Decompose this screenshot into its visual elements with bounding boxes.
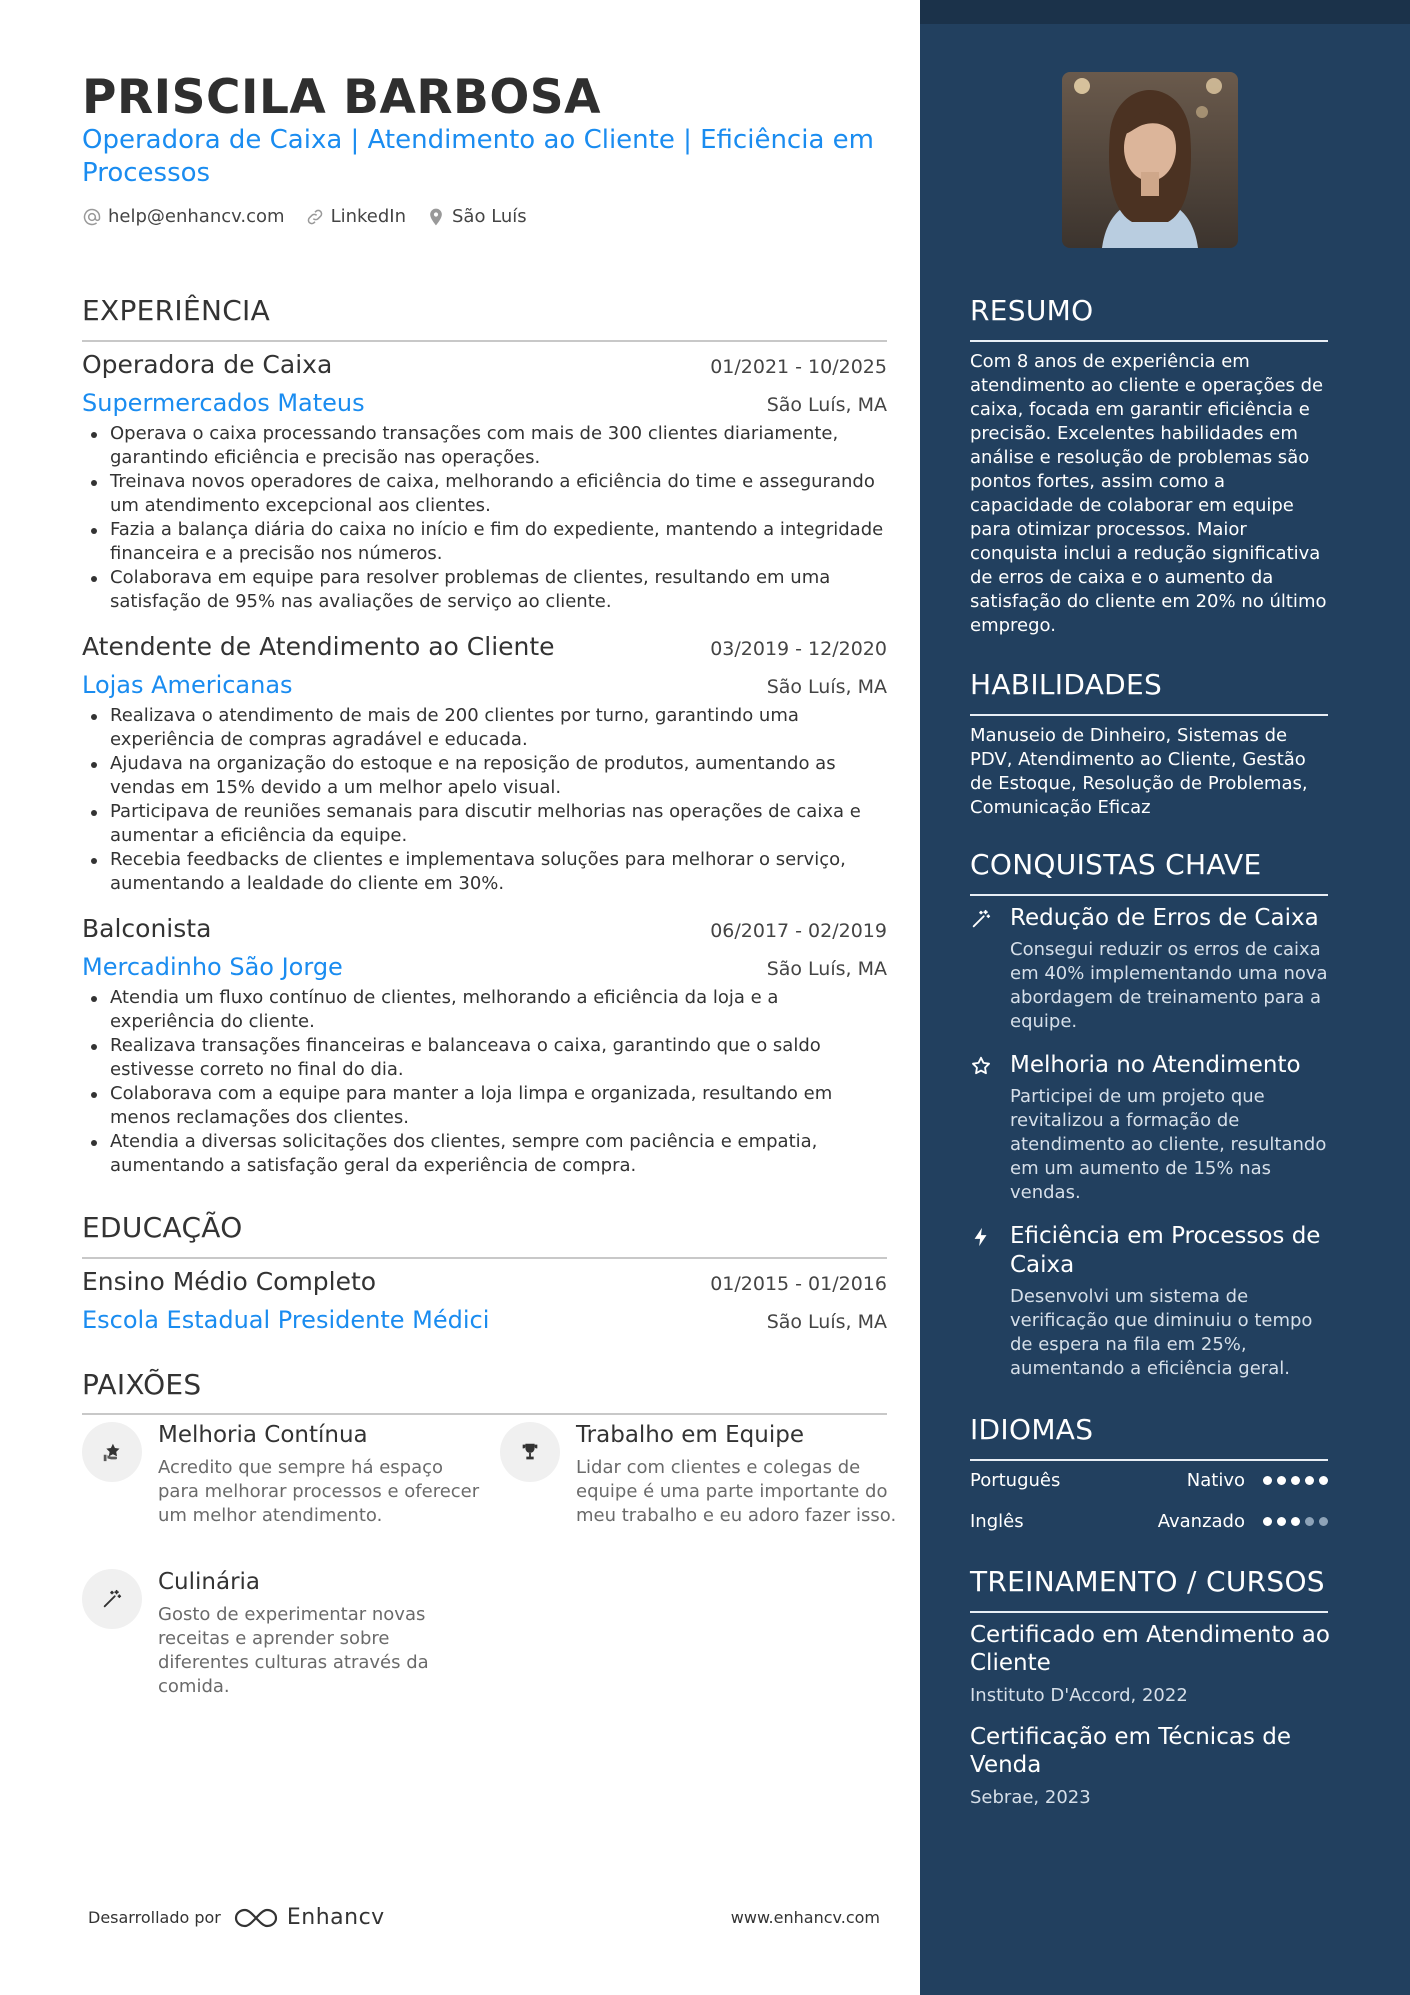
rating-dot-filled (1277, 1517, 1286, 1526)
rating-dot-empty (1305, 1517, 1314, 1526)
job-dates: 01/2021 - 10/2025 (710, 356, 887, 378)
language-rating (1263, 1476, 1328, 1485)
languages-heading: IDIOMAS (970, 1413, 1094, 1446)
language-level: Nativo (1186, 1470, 1245, 1491)
skills-divider (970, 714, 1328, 716)
education-heading: EDUCAÇÃO (82, 1211, 243, 1244)
job-company: Mercadinho São Jorge (82, 953, 343, 981)
rating-dot-filled (1319, 1476, 1328, 1485)
language-name: Inglês (970, 1511, 1024, 1532)
skills-heading: HABILIDADES (970, 668, 1163, 701)
achievement-title: Redução de Erros de Caixa (1010, 905, 1319, 931)
job-location: São Luís, MA (766, 676, 887, 698)
passion-desc: Gosto de experimentar novas receitas e aprender sobre diferentes culturas através da comida. (158, 1604, 429, 1697)
star-hand-icon (101, 1441, 123, 1463)
achievement-item (970, 1222, 1330, 1381)
bullet-item: Participava de reuniões semanais para discutir melhorias nas operações de caixa e aumentar a eficiência da equipe. (82, 800, 887, 848)
location-pin-icon (426, 207, 446, 227)
passion-title: Culinária (158, 1569, 261, 1595)
course-institution: Sebrae, 2023 (970, 1787, 1091, 1808)
course-item (970, 1723, 1330, 1808)
language-row (970, 1511, 1328, 1532)
bullet-item: Operava o caixa processando transações com mais de 300 clientes diariamente, garantindo eficiência e precisão nas operações. (82, 422, 887, 470)
course-institution: Instituto D'Accord, 2022 (970, 1685, 1188, 1706)
infinity-logo-icon (233, 1906, 279, 1930)
passion-item (82, 1569, 482, 1699)
magic-wand-icon (970, 908, 992, 930)
course-item (970, 1621, 1330, 1706)
job-bullets (82, 422, 887, 614)
passion-item (82, 1422, 482, 1528)
passion-item (500, 1422, 900, 1528)
bullet-item: Fazia a balança diária do caixa no início e fim do expediente, mantendo a integridade financeira e a precisão nos números. (82, 518, 887, 566)
course-title: Certificação em Técnicas de Venda (970, 1724, 1291, 1778)
passion-icon-badge (82, 1422, 142, 1482)
education-location: São Luís, MA (766, 1311, 887, 1333)
job-bullets (82, 986, 887, 1178)
experience-divider (82, 340, 887, 342)
bullet-item: Recebia feedbacks de clientes e implementava soluções para melhorar o serviço, aumentando a lealdade do cliente em 30%. (82, 848, 887, 896)
summary-heading: RESUMO (970, 294, 1094, 327)
job-role: Operadora de Caixa (82, 350, 333, 379)
footer (88, 1905, 880, 1930)
achievements-divider (970, 894, 1328, 896)
training-heading: TREINAMENTO / CURSOS (970, 1565, 1325, 1598)
sidebar-top-band (920, 0, 1410, 24)
bullet-item: Atendia um fluxo contínuo de clientes, melhorando a eficiência da loja e a experiência do cliente. (82, 986, 887, 1034)
passion-icon-badge (82, 1569, 142, 1629)
powered-by-label: Desarrollado por (88, 1908, 221, 1927)
summary-divider (970, 340, 1328, 342)
trophy-icon (519, 1441, 541, 1463)
education-dates: 01/2015 - 01/2016 (710, 1273, 887, 1295)
job-entry (82, 914, 887, 1178)
magic-wand-icon (101, 1588, 123, 1610)
location-text: São Luís (452, 206, 527, 227)
experience-heading: EXPERIÊNCIA (82, 294, 271, 327)
contact-location (426, 206, 527, 227)
training-divider (970, 1611, 1328, 1613)
achievement-item (970, 904, 1330, 1034)
achievement-title: Melhoria no Atendimento (1010, 1052, 1301, 1078)
link-icon (305, 207, 325, 227)
education-degree: Ensino Médio Completo (82, 1267, 377, 1296)
footer-url[interactable]: www.enhancv.com (730, 1908, 880, 1927)
passion-title: Melhoria Contínua (158, 1422, 368, 1448)
language-level: Avanzado (1157, 1511, 1245, 1532)
job-location: São Luís, MA (766, 958, 887, 980)
rating-dot-empty (1319, 1517, 1328, 1526)
contact-email[interactable] (82, 206, 285, 227)
job-entry (82, 632, 887, 896)
candidate-title: Operadora de Caixa | Atendimento ao Cliente | Eficiência em Processos (82, 125, 874, 188)
passion-icon-badge (500, 1422, 560, 1482)
skills-text: Manuseio de Dinheiro, Sistemas de PDV, Atendimento ao Cliente, Gestão de Estoque, Resolução de Problemas, Comunicação Eficaz (970, 725, 1308, 818)
rating-dot-filled (1291, 1517, 1300, 1526)
job-company: Supermercados Mateus (82, 389, 365, 417)
bullet-item: Colaborava com a equipe para manter a loja limpa e organizada, resultando em menos reclamações dos clientes. (82, 1082, 887, 1130)
bullet-item: Realizava transações financeiras e balanceava o caixa, garantindo que o saldo estivesse correto no final do dia. (82, 1034, 887, 1082)
language-row (970, 1470, 1328, 1491)
job-dates: 03/2019 - 12/2020 (710, 638, 887, 660)
passion-desc: Lidar com clientes e colegas de equipe é uma parte importante do meu trabalho e eu adoro fazer isso. (576, 1457, 897, 1526)
contact-linkedin[interactable] (305, 206, 406, 227)
rating-dot-filled (1277, 1476, 1286, 1485)
brand-name: Enhancv (286, 1905, 385, 1930)
language-rating (1263, 1517, 1328, 1526)
bullet-item: Realizava o atendimento de mais de 200 clientes por turno, garantindo uma experiência de compras agradável e educada. (82, 704, 887, 752)
bullet-item: Ajudava na organização do estoque e na reposição de produtos, aumentando as vendas em 15% devido a um melhor apelo visual. (82, 752, 887, 800)
rating-dot-filled (1263, 1517, 1272, 1526)
course-title: Certificado em Atendimento ao Cliente (970, 1622, 1330, 1676)
passions-divider (82, 1413, 887, 1415)
sidebar (920, 0, 1410, 1995)
job-role: Atendente de Atendimento ao Cliente (82, 632, 555, 661)
bullet-item: Atendia a diversas solicitações dos clientes, sempre com paciência e empatia, aumentando a satisfação geral da experiência de compra. (82, 1130, 887, 1178)
job-bullets (82, 704, 887, 896)
education-entry (82, 1267, 887, 1334)
achievement-item (970, 1051, 1330, 1205)
rating-dot-filled (1263, 1476, 1272, 1485)
candidate-name: PRISCILA BARBOSA (82, 70, 602, 125)
portrait-image (1062, 72, 1238, 248)
job-entry (82, 350, 887, 614)
rating-dot-filled (1291, 1476, 1300, 1485)
summary-text: Com 8 anos de experiência em atendimento ao cliente e operações de caixa, focada em garantir eficiência e precisão. Excelentes habilidades em análise e resolução de problemas são pontos fortes, assim como a capacidade de colaborar em equipe para otimizar processos. Maior conquista inclui a redução significativa de erros de caixa e o aumento da satisfação do cliente em 20% no último emprego. (970, 351, 1327, 636)
contact-bar (82, 206, 527, 227)
languages-divider (970, 1459, 1328, 1461)
passions-heading: PAIXÕES (82, 1368, 202, 1401)
passion-title: Trabalho em Equipe (576, 1422, 804, 1448)
job-company: Lojas Americanas (82, 671, 293, 699)
education-school: Escola Estadual Presidente Médici (82, 1306, 490, 1334)
star-icon (970, 1055, 992, 1077)
achievement-desc: Desenvolvi um sistema de verificação que diminuiu o tempo de espera na fila em 25%, aumentando a eficiência geral. (1010, 1286, 1313, 1379)
job-dates: 06/2017 - 02/2019 (710, 920, 887, 942)
email-text: help@enhancv.com (108, 206, 285, 227)
achievement-desc: Consegui reduzir os erros de caixa em 40% implementando uma nova abordagem de treinamento para a equipe. (1010, 939, 1328, 1032)
education-divider (82, 1257, 887, 1259)
rating-dot-filled (1305, 1476, 1314, 1485)
bullet-item: Treinava novos operadores de caixa, melhorando a eficiência do time e assegurando um atendimento excepcional aos clientes. (82, 470, 887, 518)
passion-desc: Acredito que sempre há espaço para melhorar processos e oferecer um melhor atendimento. (158, 1457, 480, 1526)
bullet-item: Colaborava em equipe para resolver problemas de clientes, resultando em uma satisfação de 95% nas avaliações de serviço ao cliente. (82, 566, 887, 614)
achievement-title: Eficiência em Processos de Caixa (1010, 1223, 1321, 1278)
achievements-heading: CONQUISTAS CHAVE (970, 848, 1262, 881)
brand-logo[interactable] (233, 1905, 385, 1930)
linkedin-text: LinkedIn (330, 206, 406, 227)
language-name: Português (970, 1470, 1061, 1491)
job-location: São Luís, MA (766, 394, 887, 416)
job-role: Balconista (82, 914, 212, 943)
lightning-icon (970, 1226, 992, 1248)
at-icon (82, 207, 102, 227)
profile-photo (1062, 72, 1238, 248)
achievement-desc: Participei de um projeto que revitalizou a formação de atendimento ao cliente, resultando em um aumento de 15% nas vendas. (1010, 1086, 1327, 1203)
